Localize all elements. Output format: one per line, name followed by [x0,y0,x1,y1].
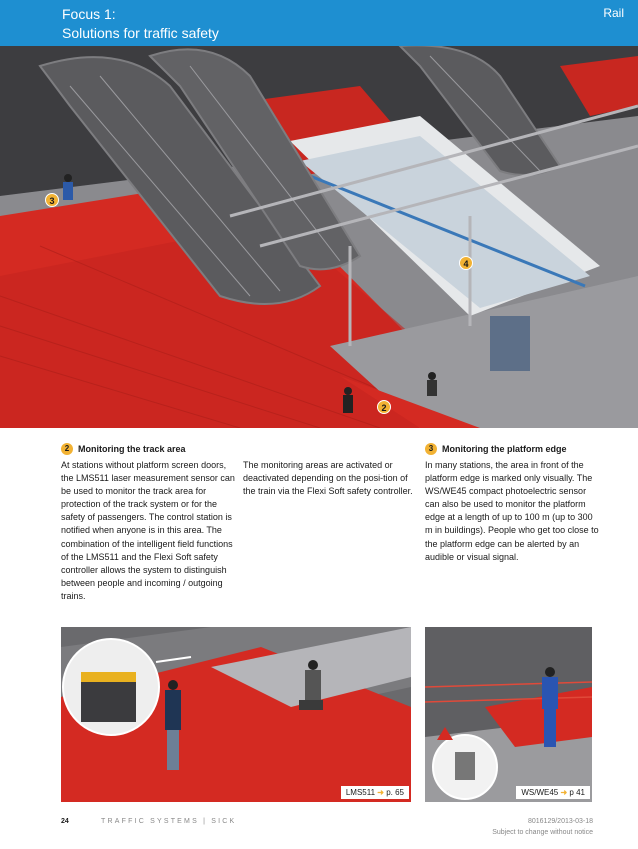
arrow-right-icon: ➜ [377,788,384,797]
document-id: 8016129/2013-03-18 [527,818,593,825]
section-platform-edge [425,443,600,564]
title-line-1: Focus 1: [62,6,116,22]
caption-page: p 41 [569,788,585,797]
arrow-right-icon: ➜ [560,788,568,797]
marker-3: 3 [45,193,59,207]
section-title: Monitoring the platform edge [442,444,567,454]
section-track-area-continued [243,459,418,498]
page-number: 24 [61,818,69,825]
station-scene-graphic [0,46,638,428]
lms-caption[interactable] [341,786,409,799]
title-line-2: Solutions for traffic safety [62,25,219,41]
section-body: In many stations, the area in front of the platform edge is marked only visually. The WS/WE45 compact photoelectric sensor can also be used to monitor the platform edge at a length of up to 100 m (up to 300 m in buildings). People who get too close to the platform edge can be alerted by an audible or visual signal. [425,460,599,562]
page-header [0,0,638,46]
section-number-badge: 2 [61,443,73,455]
section-label: Rail [603,6,624,20]
section-number-badge: 3 [425,443,437,455]
caption-product: LMS511 [345,788,376,797]
caption-product: WS/WE45 [521,788,559,797]
change-notice: Subject to change without notice [492,829,593,836]
section-body: The monitoring areas are activated or deactivated depending on the posi-tion of the train via the Flexi Soft safety controller. [243,460,413,497]
section-heading [425,443,600,455]
marker-2: 2 [377,400,391,414]
section-track-area [61,443,236,603]
ws-scene-graphic [425,627,592,802]
section-heading [61,443,236,455]
section-title: Monitoring the track area [78,444,186,454]
ws-detail-photo [425,627,592,802]
lms-detail-photo [61,627,411,802]
lms-scene-graphic [61,627,411,802]
running-title: TRAFFIC SYSTEMS | SICK [101,818,237,825]
caption-page: p. 65 [386,788,404,797]
section-body: At stations without platform screen doors, the LMS511 laser measurement sensor can be used to monitor the track area for protection of the track system or for the safety of passengers. The control station is notified when anyone is in this area. The combination of the intelligent field functions of the LMS511 and the Flexi Soft safety controller allows the system to distinguish between people and incoming / outgoing trains. [61,460,235,601]
ws-caption[interactable] [516,786,590,799]
station-illustration [0,46,638,428]
marker-4: 4 [459,256,473,270]
